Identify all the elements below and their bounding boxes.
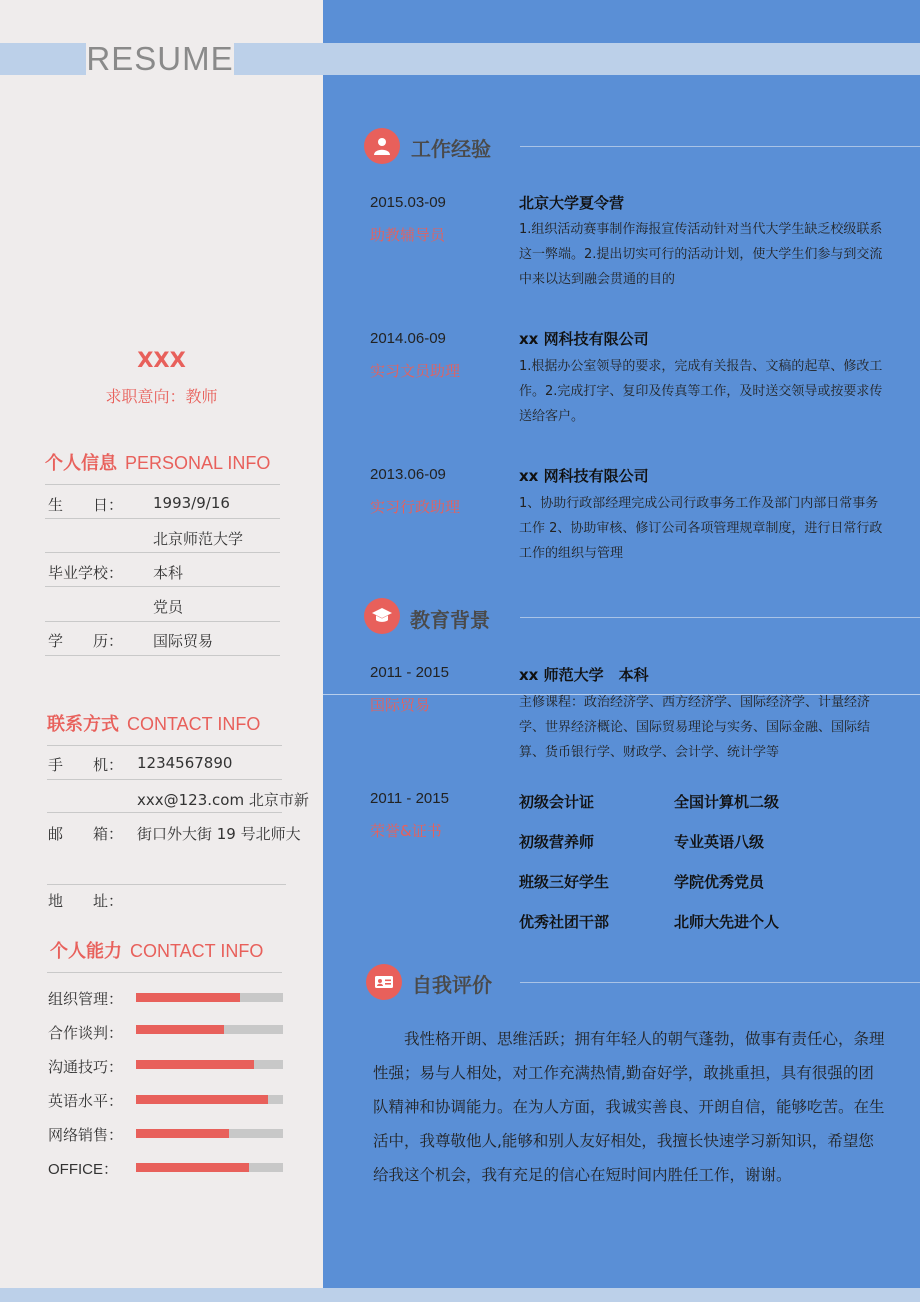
resume-title: RESUME bbox=[86, 40, 234, 77]
skill-bar bbox=[136, 993, 283, 1002]
skill-bar-fill bbox=[136, 1025, 224, 1034]
skill-bar-fill bbox=[136, 1060, 254, 1069]
cert-item: 初级会计证 bbox=[519, 793, 595, 811]
personal-info-title-cn: 个人信息 bbox=[45, 453, 117, 474]
divider bbox=[47, 884, 286, 885]
self-eval-title: 自我评价 bbox=[412, 973, 492, 997]
skill-bar bbox=[136, 1095, 283, 1104]
skill-label: 英语水平： bbox=[48, 1092, 124, 1110]
phone-value: 1234567890 bbox=[137, 754, 233, 772]
education-title: 教育背景 bbox=[410, 608, 490, 632]
divider bbox=[45, 621, 280, 622]
skills-title-cn: 个人能力 bbox=[50, 941, 122, 962]
section-line bbox=[520, 982, 920, 983]
contact-heading bbox=[47, 710, 260, 736]
skill-bar-fill bbox=[136, 993, 240, 1002]
self-eval-section-icon bbox=[366, 964, 402, 1000]
divider bbox=[45, 586, 280, 587]
work-title: 工作经验 bbox=[411, 137, 491, 161]
cert-item: 优秀社团干部 bbox=[519, 913, 610, 931]
skill-bar bbox=[136, 1025, 283, 1034]
work-desc: 1、协助行政部经理完成公司行政事务工作及部门内部日常事务工作 2、协助审核、修订公司各项管理规章制度，进行日常行政工作的组织与管理 bbox=[519, 496, 883, 561]
cert-item: 专业英语八级 bbox=[674, 833, 765, 851]
divider bbox=[47, 812, 282, 813]
skill-label: OFFICE： bbox=[48, 1161, 118, 1178]
skill-label: 网络销售： bbox=[48, 1126, 124, 1144]
education-label: 学 历： bbox=[48, 632, 124, 650]
birthday-value: 1993/9/16 bbox=[153, 494, 230, 512]
section-line bbox=[520, 146, 920, 147]
self-eval-text: 我性格开朗、思维活跃；拥有年轻人的朝气蓬勃，做事有责任心，条理性强；易与人相处，对工作充满热情,勤奋好学，敢挑重担，具有很强的团队精神和协调能力。在为人方面，我诚实善良、开朗自信，能够吃苦。在生活中，我尊敬他人,能够和别人友好相处，我擅长快速学习新知识，希望您给我这个机会，我有充足的信心在短时间内胜任工作，谢谢。 bbox=[373, 1030, 885, 1184]
cert-item: 学院优秀党员 bbox=[674, 873, 765, 891]
contact-title-cn: 联系方式 bbox=[47, 714, 119, 735]
major-value: 国际贸易 bbox=[153, 632, 214, 650]
job-intent: 求职意向：教师 bbox=[105, 387, 218, 406]
skill-label: 合作谈判： bbox=[48, 1024, 124, 1042]
work-desc: 1.组织活动赛事制作海报宣传活动针对当代大学生缺乏校级联系这一弊端。2.提出切实可行的活动计划，使大学生们参与到交流中来以达到融会贯通的目的 bbox=[519, 222, 883, 287]
divider bbox=[45, 484, 280, 485]
skill-bar bbox=[136, 1163, 283, 1172]
phone-label: 手 机： bbox=[48, 756, 124, 774]
work-role: 实习文员助理 bbox=[370, 362, 461, 380]
work-date: 2013.06-09 bbox=[370, 466, 446, 483]
education-courses: 主修课程：政治经济学、西方经济学、国际经济学、计量经济学、世界经济概论、国际贸易理论与实务、国际金融、国际结算、货币银行学、财政学、会计学、统计学等 bbox=[519, 695, 871, 760]
cert-label: 荣誉&证书 bbox=[370, 822, 442, 840]
education-school: xx 师范大学 本科 bbox=[519, 666, 649, 684]
personal-info-heading bbox=[45, 449, 270, 475]
bottom-band bbox=[0, 1288, 920, 1302]
divider bbox=[47, 745, 282, 746]
address-label: 地 址： bbox=[48, 892, 124, 910]
skills-heading bbox=[50, 937, 263, 963]
email-label: 邮 箱： bbox=[48, 825, 124, 843]
work-org: xx 网科技有限公司 bbox=[519, 467, 649, 485]
divider bbox=[47, 972, 282, 973]
section-line bbox=[520, 617, 920, 618]
degree-value: 本科 bbox=[153, 564, 184, 582]
email-value: xxx@123.com 北京市新 bbox=[137, 791, 309, 809]
work-role: 实习行政助理 bbox=[370, 498, 461, 516]
id-card-icon bbox=[374, 972, 394, 992]
cert-date: 2011 - 2015 bbox=[370, 790, 449, 807]
skills-title-en: CONTACT INFO bbox=[130, 941, 264, 961]
party-value: 党员 bbox=[153, 598, 184, 616]
skill-bar bbox=[136, 1129, 283, 1138]
skill-bar-fill bbox=[136, 1163, 249, 1172]
cert-item: 初级营养师 bbox=[519, 833, 595, 851]
divider bbox=[45, 518, 280, 519]
education-major: 国际贸易 bbox=[370, 696, 431, 714]
work-section-icon bbox=[364, 128, 400, 164]
cert-item: 班级三好学生 bbox=[519, 873, 610, 891]
graduation-cap-icon bbox=[372, 606, 392, 626]
cert-item: 全国计算机二级 bbox=[674, 793, 780, 811]
person-icon bbox=[372, 136, 392, 156]
work-date: 2014.06-09 bbox=[370, 330, 446, 347]
skill-bar bbox=[136, 1060, 283, 1069]
skill-label: 沟通技巧： bbox=[48, 1058, 124, 1076]
work-desc: 1.根据办公室领导的要求，完成有关报告、文稿的起草、修改工作。2.完成打字、复印及传真等工作，及时送交领导或按要求传送给客户。 bbox=[519, 359, 883, 424]
personal-info-title-en: PERSONAL INFO bbox=[125, 453, 271, 473]
work-role: 助教辅导员 bbox=[370, 226, 446, 244]
birthday-label: 生 日： bbox=[48, 496, 124, 514]
divider bbox=[45, 655, 280, 656]
work-org: 北京大学夏令营 bbox=[519, 194, 625, 212]
education-date: 2011 - 2015 bbox=[370, 664, 449, 681]
work-org: xx 网科技有限公司 bbox=[519, 330, 649, 348]
skill-bar-fill bbox=[136, 1095, 268, 1104]
divider bbox=[47, 779, 282, 780]
skill-label: 组织管理： bbox=[48, 990, 124, 1008]
divider bbox=[45, 552, 280, 553]
cert-item: 北师大先进个人 bbox=[674, 913, 780, 931]
address-value: 街口外大街 19 号北师大 bbox=[137, 825, 301, 843]
candidate-name: XXX bbox=[137, 348, 186, 372]
education-section-icon bbox=[364, 598, 400, 634]
skill-bar-fill bbox=[136, 1129, 229, 1138]
school-value: 北京师范大学 bbox=[153, 530, 244, 548]
school-label: 毕业学校： bbox=[48, 564, 124, 582]
contact-title-en: CONTACT INFO bbox=[127, 714, 261, 734]
work-date: 2015.03-09 bbox=[370, 194, 446, 211]
